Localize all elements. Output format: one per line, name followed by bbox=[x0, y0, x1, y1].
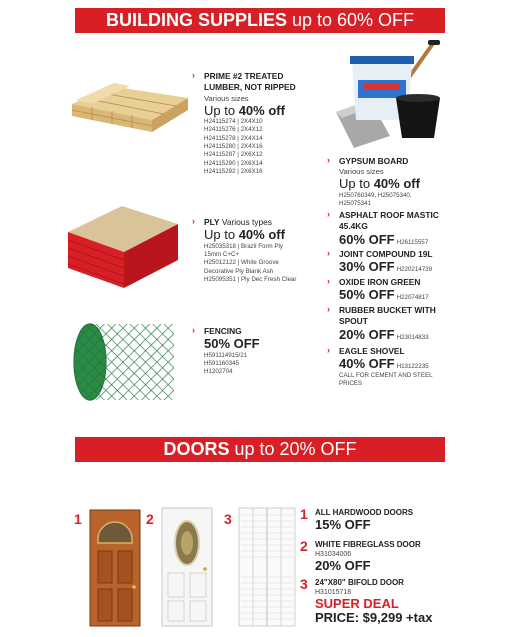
bucket-name-line2: SPOUT bbox=[339, 316, 368, 327]
bifold-door-sku: H31015718 bbox=[315, 589, 352, 597]
oxide-sku: H22074817 bbox=[396, 294, 429, 302]
fibreglass-door-sku: H31034006 bbox=[315, 551, 352, 559]
ply-types: Various types bbox=[219, 217, 272, 227]
bucket-price: 20% OFF bbox=[339, 326, 395, 342]
fencing-sku-3: H1202704 bbox=[204, 368, 233, 376]
doors-banner bbox=[75, 437, 445, 462]
hardwood-doors-name: ALL HARDWOOD DOORS bbox=[315, 508, 414, 517]
shovel-note-line2: PRICES bbox=[339, 380, 363, 387]
hardwood-doors-item bbox=[315, 508, 413, 533]
gypsum-name: GYPSUM BOARD bbox=[339, 156, 409, 166]
shovel-item bbox=[327, 345, 433, 388]
gypsum-sku-1: H25076034​9, H25075340, bbox=[339, 191, 412, 199]
arrow-icon: › bbox=[327, 345, 330, 355]
shovel-note-line1: CALL FOR CEMENT AND STEEL bbox=[339, 371, 433, 379]
lumber-sku-2: H24115276 | 2X4X12 bbox=[204, 126, 263, 134]
arrow-icon: › bbox=[327, 209, 330, 219]
fibreglass-door-name: WHITE FIBREGLASS DOOR bbox=[315, 540, 421, 549]
fencing-sku-2: H591160345 bbox=[204, 360, 239, 367]
ply-sku-2: 15mm C+C+ bbox=[204, 251, 240, 258]
fencing-name: FENCING bbox=[204, 326, 242, 336]
fencing-image bbox=[72, 322, 180, 404]
arrow-icon: › bbox=[327, 304, 330, 314]
banner-subtitle: up to 60% OFF bbox=[286, 10, 415, 30]
mastic-sku: H26115557 bbox=[396, 238, 429, 246]
oxide-name: OXIDE IRON GREEN bbox=[339, 277, 421, 287]
arrow-icon: › bbox=[327, 248, 330, 258]
lumber-sku-6: H24115290 | 2X6X14 bbox=[204, 159, 263, 167]
bifold-door-item bbox=[315, 578, 432, 625]
price-value: 40% off bbox=[238, 102, 285, 118]
fencing-price: 50% OFF bbox=[204, 336, 260, 352]
arrow-icon: › bbox=[327, 276, 330, 286]
bucket-shovel-image bbox=[330, 40, 448, 152]
ply-sku-1: H25035318 | Brazil Form Ply bbox=[204, 242, 283, 250]
arrow-icon: › bbox=[192, 216, 195, 226]
lumber-name-line1: PRIME #2 TREATED bbox=[204, 71, 284, 81]
mastic-name-line1: ASPHALT ROOF MASTIC bbox=[339, 210, 439, 220]
door-list-number-3: 3 bbox=[300, 576, 308, 592]
gypsum-price bbox=[339, 177, 420, 191]
ply-sku-4: Decorative Ply Blank Ash bbox=[204, 267, 274, 275]
oxide-item bbox=[327, 276, 429, 303]
banner-title: BUILDING SUPPLIES bbox=[105, 10, 287, 30]
gypsum-sizes: Various sizes bbox=[339, 167, 384, 177]
arrow-icon: › bbox=[192, 70, 195, 80]
lumber-sku-4: H24115280 | 2X4X16 bbox=[204, 142, 263, 150]
hardwood-doors-price: 15% OFF bbox=[315, 517, 371, 533]
door-list-number-1: 1 bbox=[300, 506, 308, 522]
bucket-item bbox=[327, 304, 436, 342]
lumber-sku-3: H24115278 | 2X4X14 bbox=[204, 134, 263, 142]
banner-subtitle: up to 20% OFF bbox=[229, 439, 357, 459]
shovel-price: 40% OFF bbox=[339, 356, 395, 372]
mastic-item bbox=[327, 209, 439, 247]
oxide-price: 50% OFF bbox=[339, 287, 395, 303]
ply-sku-3: H25012122 | White Groove bbox=[204, 259, 279, 267]
compound-name: JOINT COMPOUND 19L bbox=[339, 249, 433, 259]
arrow-icon: › bbox=[192, 325, 195, 335]
lumber-price bbox=[204, 104, 296, 118]
bifold-door-image bbox=[238, 507, 296, 627]
bucket-name-line1: RUBBER BUCKET WITH bbox=[339, 305, 436, 315]
lumber-sku-7: H24115292 | 2X6X16 bbox=[204, 168, 263, 175]
price-prefix: Up to bbox=[204, 227, 236, 243]
compound-item bbox=[327, 248, 433, 275]
ply-name: PLY bbox=[204, 217, 220, 227]
hardwood-door-image bbox=[89, 509, 141, 627]
fencing-sku-1: H591114915/21 bbox=[204, 351, 248, 359]
fibreglass-door-image bbox=[161, 507, 213, 627]
lumber-sku-1: H24115274 | 2X4X10 bbox=[204, 117, 263, 125]
mastic-price: 60% OFF bbox=[339, 231, 395, 247]
shovel-sku: H13122235 bbox=[396, 363, 429, 371]
price-value: 40% off bbox=[238, 227, 285, 243]
price-value: 40% off bbox=[373, 176, 420, 192]
ply-image bbox=[60, 202, 180, 290]
lumber-sizes: Various sizes bbox=[204, 93, 249, 103]
lumber-sku-5: H24115287 | 2X6X12 bbox=[204, 151, 263, 159]
ply-item bbox=[192, 216, 297, 284]
door-list-number-2: 2 bbox=[300, 538, 308, 554]
mastic-name-line2: 45.4KG bbox=[339, 221, 368, 232]
compound-price: 30% OFF bbox=[339, 259, 395, 275]
lumber-image bbox=[70, 74, 190, 134]
arrow-icon: › bbox=[327, 155, 330, 165]
price-prefix: Up to bbox=[339, 176, 371, 192]
banner-title: DOORS bbox=[163, 439, 230, 459]
lumber-name-line2: LUMBER, NOT RIPPED bbox=[204, 82, 296, 93]
lumber-item bbox=[192, 70, 296, 176]
fibreglass-door-price: 20% OFF bbox=[315, 558, 371, 574]
fencing-item bbox=[192, 325, 260, 377]
gypsum-item bbox=[327, 155, 420, 208]
ply-price bbox=[204, 228, 296, 242]
door-number-3: 3 bbox=[224, 511, 232, 527]
door-number-1: 1 bbox=[74, 511, 82, 527]
bifold-door-name: 24"X80" BIFOLD DOOR bbox=[315, 578, 404, 587]
price-prefix: Up to bbox=[204, 102, 236, 118]
shovel-name: EAGLE SHOVEL bbox=[339, 346, 405, 356]
bucket-sku: H23014833 bbox=[396, 333, 429, 341]
ply-sku-5: H25095351 | Ply Dec Fresh Clear bbox=[204, 276, 297, 284]
door-number-2: 2 bbox=[146, 511, 154, 527]
building-supplies-banner bbox=[75, 8, 445, 33]
compound-sku: H220214739 bbox=[396, 266, 433, 274]
fibreglass-door-item bbox=[315, 540, 421, 574]
super-deal-label: SUPER DEAL bbox=[315, 596, 399, 612]
gypsum-sku-2: H25075341 bbox=[339, 199, 371, 207]
bifold-door-price: PRICE: $9,299 +tax bbox=[315, 610, 433, 626]
